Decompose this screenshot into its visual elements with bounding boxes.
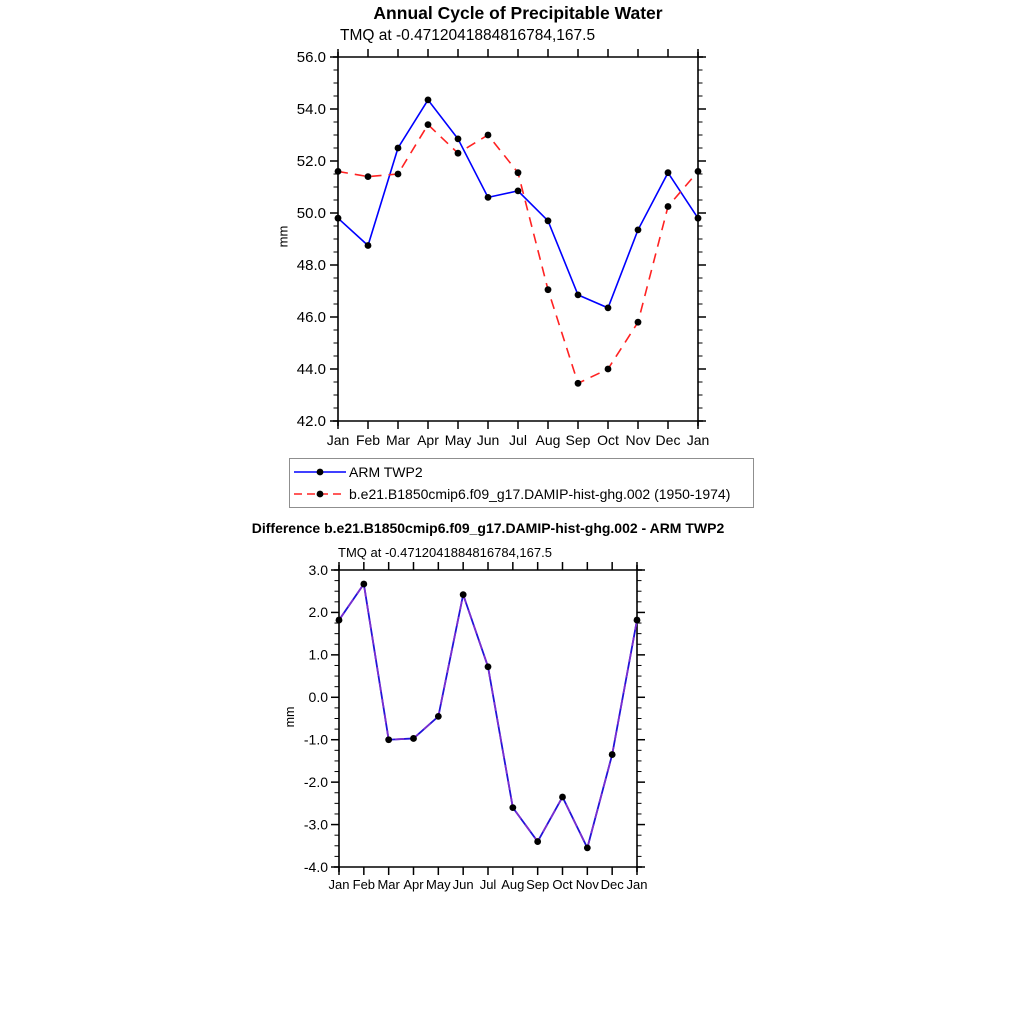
difference-x-tick-label: Aug xyxy=(501,877,525,892)
difference-x-tick-label: Sep xyxy=(526,877,550,892)
annual-cycle-x-tick-label: Dec xyxy=(655,432,681,448)
annual-cycle-y-tick-label: 42.0 xyxy=(296,413,326,431)
annual-cycle-x-axis xyxy=(327,49,710,448)
difference-x-tick-label: Jan xyxy=(328,877,350,892)
annual-cycle-y-tick-label: 48.0 xyxy=(296,257,326,275)
red-dashed-line-sample-icon xyxy=(293,485,347,503)
difference-y-tick-label: 0.0 xyxy=(308,689,328,706)
difference-title: Difference b.e21.B1850cmip6.f09_g17.DAMIP-hist-ghg.002 - ARM TWP2 xyxy=(251,520,725,536)
annual-cycle-x-tick-label: Jan xyxy=(326,432,350,448)
annual-cycle-series-line-1 xyxy=(338,125,698,384)
legend-label-obs: ARM TWP2 xyxy=(349,464,423,480)
annual-cycle-x-tick-label: Aug xyxy=(535,432,561,448)
difference-x-tick-label: Jan xyxy=(626,877,648,892)
difference-y-tick-label: 3.0 xyxy=(308,561,328,578)
annual-cycle-x-tick-label: Nov xyxy=(625,432,651,448)
annual-cycle-x-tick-label: Mar xyxy=(385,432,411,448)
annual-cycle-y-tick-label: 54.0 xyxy=(296,101,326,119)
annual-cycle-plot-area xyxy=(297,49,709,448)
difference-y-axis xyxy=(304,562,645,875)
annual-cycle-x-tick-label: Apr xyxy=(417,432,439,448)
legend-item-arm-twp2 xyxy=(293,461,753,483)
difference-x-tick-label: Jun xyxy=(452,877,474,892)
annual-cycle-y-axis xyxy=(297,49,706,430)
difference-plot-area xyxy=(304,562,648,892)
annual-cycle-x-tick-label: Jun xyxy=(476,432,500,448)
difference-x-tick-label: Nov xyxy=(575,877,599,892)
difference-data-point-markers-0 xyxy=(336,581,641,852)
annual-cycle-title: Annual Cycle of Precipitable Water xyxy=(373,3,663,23)
annual-cycle-y-tick-label: 50.0 xyxy=(296,205,326,223)
difference-subtitle: TMQ at -0.4712041884816784,167.5 xyxy=(338,545,552,560)
annual-cycle-y-tick-label: 46.0 xyxy=(296,309,326,327)
difference-y-tick-label: 1.0 xyxy=(308,646,328,663)
difference-x-tick-label: Dec xyxy=(600,877,624,892)
annual-cycle-x-tick-label: Oct xyxy=(597,432,619,448)
difference-y-tick-label: 2.0 xyxy=(308,604,328,621)
annual-cycle-y-tick-label: 44.0 xyxy=(296,361,326,379)
legend-label-model: b.e21.B1850cmip6.f09_g17.DAMIP-hist-ghg.002 (1950-1974) xyxy=(349,486,731,502)
difference-x-tick-label: May xyxy=(426,877,451,892)
annual-cycle-axis-frame xyxy=(333,52,703,426)
annual-cycle-x-tick-label: Sep xyxy=(565,432,591,448)
legend-item-model xyxy=(293,483,753,505)
difference-x-tick-label: Mar xyxy=(377,877,400,892)
annual-cycle-data-point-markers-1 xyxy=(335,121,702,387)
difference-x-tick-label: Feb xyxy=(352,877,376,892)
difference-series-line-0 xyxy=(339,584,637,848)
annual-cycle-subtitle: TMQ at -0.4712041884816784,167.5 xyxy=(340,27,596,44)
difference-axis-frame xyxy=(334,565,642,872)
annual-cycle-x-tick-label: Jan xyxy=(686,432,710,448)
difference-y-tick-label: -1.0 xyxy=(303,731,328,748)
difference-x-tick-label: Jul xyxy=(479,877,497,892)
annual-cycle-x-tick-label: May xyxy=(444,432,472,448)
difference-y-tick-label: -3.0 xyxy=(303,816,328,833)
annual-cycle-x-tick-label: Jul xyxy=(509,432,527,448)
difference-x-tick-label: Apr xyxy=(403,877,424,892)
blue-solid-line-sample-icon xyxy=(293,463,347,481)
annual-cycle-data-point-markers-0 xyxy=(335,97,702,312)
annual-cycle-y-tick-label: 52.0 xyxy=(296,153,326,171)
annual-cycle-y-axis-label: mm xyxy=(275,225,291,248)
difference-x-axis xyxy=(329,562,648,892)
annual-cycle-x-tick-label: Feb xyxy=(355,432,381,448)
annual-cycle-series-line-0 xyxy=(338,100,698,308)
annual-cycle-y-tick-label: 56.0 xyxy=(296,49,326,67)
difference-y-tick-label: -4.0 xyxy=(303,858,328,875)
difference-y-axis-label: mm xyxy=(283,706,297,728)
legend xyxy=(289,458,754,508)
difference-x-tick-label: Oct xyxy=(552,877,573,892)
difference-y-tick-label: -2.0 xyxy=(303,773,328,790)
